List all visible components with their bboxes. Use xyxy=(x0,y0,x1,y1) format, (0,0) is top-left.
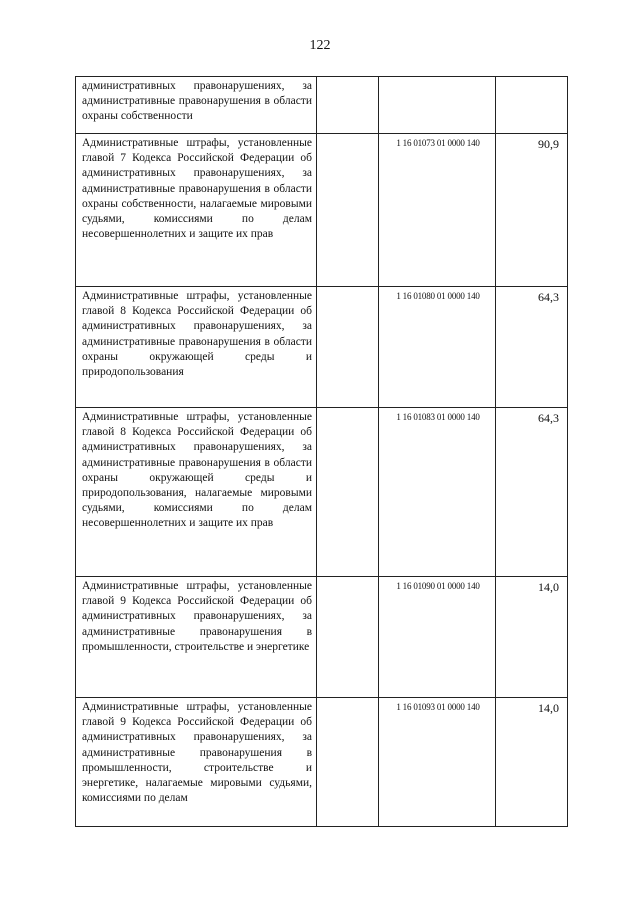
amount-cell: 14,0 xyxy=(496,577,568,698)
amount-cell xyxy=(496,77,568,134)
revenue-name-cell: Административные штрафы, установленные главой 9 Кодекса Российской Федерации об административных правонарушениях, за административные правонарушения в промышленности, строительстве и энергетике, налагаемые мировыми судьями, комиссиями по делам xyxy=(76,698,317,827)
empty-cell xyxy=(317,287,379,408)
revenue-name-cell: Административные штрафы, установленные главой 8 Кодекса Российской Федерации об административных правонарушениях, за административные правонарушения в области охраны окружающей среды и природопользования, налагаемые мировыми судьями, комиссиями по делам несовершеннолетних и защите их прав xyxy=(76,408,317,577)
budget-code-cell: 1 16 01073 01 0000 140 xyxy=(379,134,496,287)
budget-code-cell xyxy=(379,77,496,134)
revenue-name-cell: административных правонарушениях, за административные правонарушения в области охраны собственности xyxy=(76,77,317,134)
page-number: 122 xyxy=(309,38,331,53)
empty-cell xyxy=(317,698,379,827)
empty-cell xyxy=(317,134,379,287)
budget-code-cell: 1 16 01093 01 0000 140 xyxy=(379,698,496,827)
amount-cell: 64,3 xyxy=(496,287,568,408)
empty-cell xyxy=(317,77,379,134)
table-row xyxy=(76,408,568,577)
budget-code-cell: 1 16 01083 01 0000 140 xyxy=(379,408,496,577)
table-row xyxy=(76,77,568,134)
revenue-table xyxy=(75,76,568,827)
budget-code-cell: 1 16 01090 01 0000 140 xyxy=(379,577,496,698)
budget-code-cell: 1 16 01080 01 0000 140 xyxy=(379,287,496,408)
empty-cell xyxy=(317,408,379,577)
table-row xyxy=(76,698,568,827)
table-row xyxy=(76,287,568,408)
amount-cell: 90,9 xyxy=(496,134,568,287)
revenue-name-cell: Административные штрафы, установленные главой 7 Кодекса Российской Федерации об административных правонарушениях, за административные правонарушения в области охраны собственности, налагаемые мировыми судьями, комиссиями по делам несовершеннолетних и защите их прав xyxy=(76,134,317,287)
amount-cell: 64,3 xyxy=(496,408,568,577)
table-row xyxy=(76,577,568,698)
amount-cell: 14,0 xyxy=(496,698,568,827)
empty-cell xyxy=(317,577,379,698)
table-row xyxy=(76,134,568,287)
revenue-name-cell: Административные штрафы, установленные главой 9 Кодекса Российской Федерации об административных правонарушениях, за административные правонарушения в промышленности, строительстве и энергетике xyxy=(76,577,317,698)
revenue-name-cell: Административные штрафы, установленные главой 8 Кодекса Российской Федерации об административных правонарушениях, за административные правонарушения в области охраны окружающей среды и природопользования xyxy=(76,287,317,408)
